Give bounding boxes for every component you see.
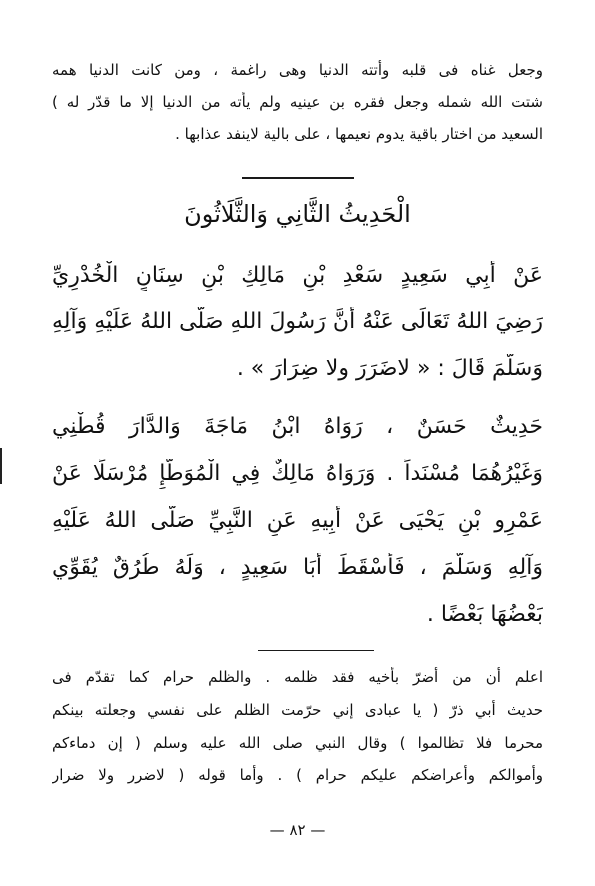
footnote-line-2: حديث أبي ذرّ ( يا عبادى إني حرّمت الظلم على نفسي وجعلته بينكم <box>52 701 543 719</box>
commentary-line-3: عَمْرِو بْنِ يَحْيَى عَنْ أَبِيهِ عَنِ النَّبِيِّ صَلَّى اللهُ عَلَيْهِ <box>52 508 543 533</box>
page-number: — ٨٢ — <box>269 821 326 839</box>
hadith-line-1: عَنْ أَبِي سَعِيدٍ سَعْدِ بْنِ مَالِكِ بْنِ سِنَانٍ الْخُدْرِيِّ <box>52 263 543 288</box>
hadith-line-2: رَضِيَ اللهُ تَعَالَى عَنْهُ أَنَّ رَسُولَ اللهِ صَلَّى اللهُ عَلَيْهِ وَآلِهِ <box>52 309 543 334</box>
title-rule <box>242 177 354 179</box>
footnote-line-3: محرما فلا تظالموا ) وقال النبي صلى الله عليه وسلم ( إن دماءكم <box>52 734 543 752</box>
hadith-line-3: وَسَلَّمَ قَالَ : « لاضَرَرَ ولا ضِرَارَ » . <box>236 356 543 381</box>
commentary-line-5: بَعْضُهَا بَعْضًا . <box>426 602 543 627</box>
scan-edge-mark <box>0 448 2 484</box>
footnote-line-1: اعلم أن من أضرّ بأخيه فقد ظلمه . والظلم حرام كما تقدّم فى <box>52 668 543 686</box>
footnote-line-4: وأموالكم وأعراضكم عليكم حرام ) . وأما قوله ( لاضرر ولا ضرار <box>52 766 543 784</box>
commentary-line-1: حَدِيثٌ حَسَنٌ ، رَوَاهُ ابْنُ مَاجَةَ وَالدَّارَ قُطْنِي <box>52 414 543 439</box>
commentary-line-2: وَغَيْرُهُمَا مُسْنَداً . وَرَوَاهُ مَالِكٌ فِي الْمُوَطَّإِ مُرْسَلًا عَنْ <box>52 461 543 486</box>
section-title: الْحَدِيثُ الثَّانِي وَالثَّلَاثُونَ <box>184 200 411 228</box>
footnote-separator <box>258 650 374 651</box>
commentary-line-4: وَآلِهِ وَسَلَّمَ ، فَأَسْقَطَ أَبَا سَعِيدٍ ، وَلَهُ طُرُقٌ يُقَوِّي <box>52 555 543 580</box>
top-paragraph-line-2: شتت الله شمله وجعل فقره بن عينيه ولم يأته من الدنيا إلا ما قدّر له ) <box>52 93 543 111</box>
top-paragraph-line-1: وجعل غناه فى قلبه وأتته الدنيا وهى راغمة ، ومن كانت الدنيا همه <box>52 61 543 79</box>
top-paragraph-line-3: السعيد من اختار باقية يدوم نعيمها ، على بالية لاينفد عذابها . <box>175 125 543 143</box>
